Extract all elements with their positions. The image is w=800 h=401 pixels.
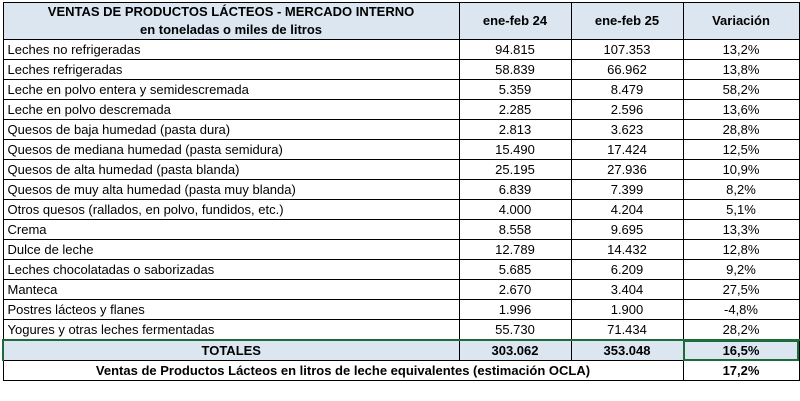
value-variacion[interactable]: 28,2% xyxy=(683,320,799,341)
table-row xyxy=(3,80,799,100)
value-ene-feb-24[interactable]: 55.730 xyxy=(459,320,571,341)
table-row xyxy=(3,120,799,140)
product-label[interactable]: Leches no refrigeradas xyxy=(3,40,459,60)
product-label[interactable]: Otros quesos (rallados, en polvo, fundidos, etc.) xyxy=(3,200,459,220)
value-ene-feb-25[interactable]: 27.936 xyxy=(571,160,683,180)
product-label[interactable]: Leche en polvo entera y semidescremada xyxy=(3,80,459,100)
value-variacion[interactable]: 58,2% xyxy=(683,80,799,100)
value-ene-feb-24[interactable]: 2.670 xyxy=(459,280,571,300)
table-row xyxy=(3,180,799,200)
value-variacion[interactable]: 13,2% xyxy=(683,40,799,60)
value-ene-feb-25[interactable]: 8.479 xyxy=(571,80,683,100)
product-label[interactable]: Yogures y otras leches fermentadas xyxy=(3,320,459,341)
value-ene-feb-24[interactable]: 2.285 xyxy=(459,100,571,120)
value-ene-feb-24[interactable]: 12.789 xyxy=(459,240,571,260)
value-ene-feb-24[interactable]: 5.359 xyxy=(459,80,571,100)
product-label[interactable]: Leches refrigeradas xyxy=(3,60,459,80)
table-row xyxy=(3,100,799,120)
product-label[interactable]: Crema xyxy=(3,220,459,240)
product-label[interactable]: Quesos de alta humedad (pasta blanda) xyxy=(3,160,459,180)
value-ene-feb-25[interactable]: 9.695 xyxy=(571,220,683,240)
table-row xyxy=(3,160,799,180)
value-ene-feb-24[interactable]: 6.839 xyxy=(459,180,571,200)
value-variacion[interactable]: 12,8% xyxy=(683,240,799,260)
value-ene-feb-25[interactable]: 6.209 xyxy=(571,260,683,280)
value-ene-feb-25[interactable]: 2.596 xyxy=(571,100,683,120)
value-variacion[interactable]: 10,9% xyxy=(683,160,799,180)
value-ene-feb-24[interactable]: 94.815 xyxy=(459,40,571,60)
value-variacion[interactable]: 13,8% xyxy=(683,60,799,80)
table-row xyxy=(3,140,799,160)
value-ene-feb-24[interactable]: 5.685 xyxy=(459,260,571,280)
table-row xyxy=(3,280,799,300)
value-ene-feb-25[interactable]: 1.900 xyxy=(571,300,683,320)
value-ene-feb-25[interactable]: 71.434 xyxy=(571,320,683,341)
value-ene-feb-24[interactable]: 15.490 xyxy=(459,140,571,160)
value-ene-feb-25[interactable]: 3.623 xyxy=(571,120,683,140)
table-row xyxy=(3,320,799,341)
column-header-ene-feb-24[interactable]: ene-feb 24 xyxy=(459,3,571,40)
table-row xyxy=(3,220,799,240)
value-variacion[interactable]: 27,5% xyxy=(683,280,799,300)
footer-label[interactable]: Ventas de Productos Lácteos en litros de leche equivalentes (estimación OCLA) xyxy=(3,361,683,381)
value-variacion[interactable]: 13,6% xyxy=(683,100,799,120)
totals-ene-feb-24[interactable]: 303.062 xyxy=(459,340,571,361)
value-ene-feb-25[interactable]: 17.424 xyxy=(571,140,683,160)
value-ene-feb-25[interactable]: 7.399 xyxy=(571,180,683,200)
value-ene-feb-25[interactable]: 14.432 xyxy=(571,240,683,260)
value-variacion[interactable]: 28,8% xyxy=(683,120,799,140)
product-label[interactable]: Leches chocolatadas o saborizadas xyxy=(3,260,459,280)
totals-label[interactable]: TOTALES xyxy=(3,340,459,361)
value-ene-feb-25[interactable]: 3.404 xyxy=(571,280,683,300)
value-ene-feb-24[interactable]: 25.195 xyxy=(459,160,571,180)
table-row xyxy=(3,60,799,80)
value-variacion[interactable]: -4,8% xyxy=(683,300,799,320)
footer-row xyxy=(3,361,799,381)
footer-variacion[interactable]: 17,2% xyxy=(683,361,799,381)
table-row xyxy=(3,260,799,280)
product-label[interactable]: Manteca xyxy=(3,280,459,300)
product-label[interactable]: Postres lácteos y flanes xyxy=(3,300,459,320)
value-variacion[interactable]: 8,2% xyxy=(683,180,799,200)
product-label[interactable]: Leche en polvo descremada xyxy=(3,100,459,120)
table-title-cell[interactable] xyxy=(3,3,459,40)
table-row xyxy=(3,300,799,320)
product-label[interactable]: Quesos de baja humedad (pasta dura) xyxy=(3,120,459,140)
value-ene-feb-24[interactable]: 58.839 xyxy=(459,60,571,80)
value-ene-feb-25[interactable]: 107.353 xyxy=(571,40,683,60)
table-row xyxy=(3,40,799,60)
table-row xyxy=(3,200,799,220)
product-label[interactable]: Quesos de muy alta humedad (pasta muy blanda) xyxy=(3,180,459,200)
product-label[interactable]: Dulce de leche xyxy=(3,240,459,260)
dairy-sales-table xyxy=(2,2,800,381)
header-row xyxy=(3,3,799,40)
value-ene-feb-24[interactable]: 8.558 xyxy=(459,220,571,240)
value-ene-feb-25[interactable]: 66.962 xyxy=(571,60,683,80)
value-ene-feb-24[interactable]: 1.996 xyxy=(459,300,571,320)
value-variacion[interactable]: 9,2% xyxy=(683,260,799,280)
column-header-ene-feb-25[interactable]: ene-feb 25 xyxy=(571,3,683,40)
value-ene-feb-25[interactable]: 4.204 xyxy=(571,200,683,220)
value-variacion[interactable]: 13,3% xyxy=(683,220,799,240)
value-ene-feb-24[interactable]: 4.000 xyxy=(459,200,571,220)
table-row xyxy=(3,240,799,260)
column-header-variacion[interactable]: Variación xyxy=(683,3,799,40)
value-variacion[interactable]: 12,5% xyxy=(683,140,799,160)
table-title: VENTAS DE PRODUCTOS LÁCTEOS - MERCADO INTERNO xyxy=(47,4,415,19)
value-ene-feb-24[interactable]: 2.813 xyxy=(459,120,571,140)
table-body xyxy=(3,40,799,341)
product-label[interactable]: Quesos de mediana humedad (pasta semidura) xyxy=(3,140,459,160)
value-variacion[interactable]: 5,1% xyxy=(683,200,799,220)
table-subtitle: en toneladas o miles de litros xyxy=(139,22,323,37)
totals-variacion-selected-cell[interactable]: 16,5% xyxy=(683,340,799,361)
totals-ene-feb-25[interactable]: 353.048 xyxy=(571,340,683,361)
totals-row xyxy=(3,340,799,361)
